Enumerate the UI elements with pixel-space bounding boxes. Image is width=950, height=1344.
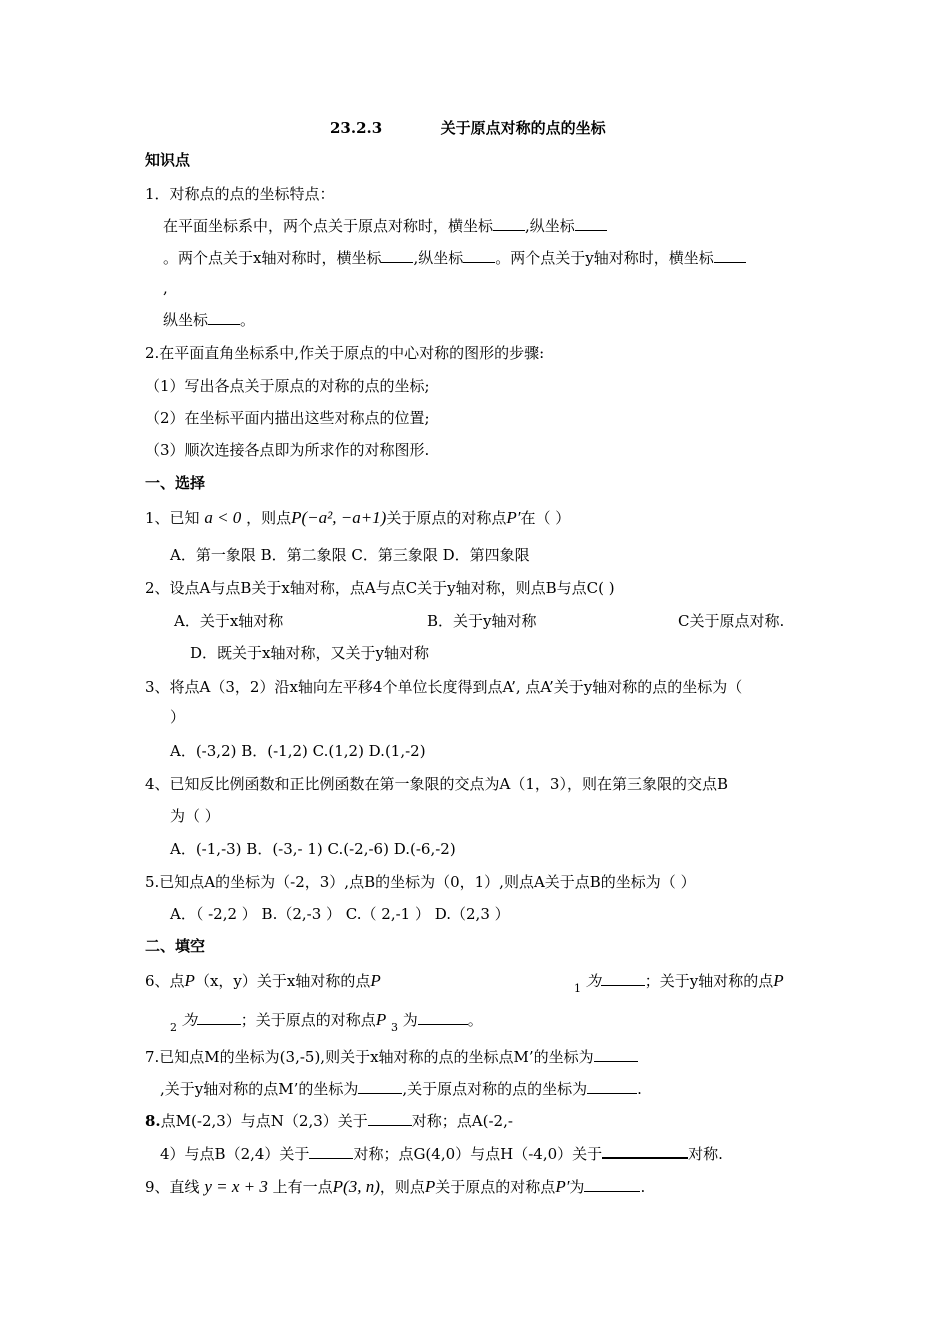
- blank[interactable]: [358, 1079, 402, 1094]
- title-number: 23.2.3: [330, 119, 383, 137]
- choice-heading: 一、选择: [145, 474, 206, 492]
- doc-title: [330, 118, 606, 138]
- knowledge-heading: 知识点: [145, 151, 191, 169]
- blank[interactable]: [714, 248, 746, 263]
- knowledge-p2: 2.在平面直角坐标系中,作关于原点的中心对称的图形的步骤:: [145, 344, 545, 362]
- question-2-option-b: B．关于y轴对称: [427, 612, 537, 630]
- blank[interactable]: [197, 1010, 241, 1025]
- math-line: y = x + 3: [204, 1177, 268, 1196]
- blank[interactable]: [381, 248, 413, 263]
- blank[interactable]: [575, 216, 607, 231]
- question-6-p1: $_1$ 为 ；关于y轴对称的点P: [574, 971, 784, 995]
- question-5-options: A．（ -2,2 ） B.（2,-3 ） C.（ 2,-1 ） D.（2,3 ）: [170, 905, 510, 923]
- question-4-tail: 为（ ）: [170, 807, 220, 825]
- knowledge-step2: （2）在坐标平面内描出这些对称点的位置;: [145, 409, 430, 427]
- knowledge-p1-line1: 在平面坐标系中，两个点关于原点对称时，横坐标 ,纵坐标: [163, 216, 607, 236]
- question-8-line1: 8.点M(-2,3）与点N（2,3）关于 对称；点A(-2,-: [145, 1112, 513, 1130]
- question-6-line1: 6、点P（x，y）关于x轴对称的点P: [145, 971, 381, 990]
- question-2-option-c: C关于原点对称.: [678, 612, 785, 630]
- question-7-line1: 7.已知点M的坐标为(3,-5),则关于x轴对称的点的坐标点M’的坐标为: [145, 1047, 638, 1067]
- knowledge-p1: 1．对称点的点的坐标特点：: [145, 185, 335, 203]
- knowledge-p1-line3: 纵坐标 。: [163, 311, 256, 329]
- blank[interactable]: [594, 1047, 638, 1062]
- knowledge-step1: （1）写出各点关于原点的对称的点的坐标;: [145, 377, 430, 395]
- blank[interactable]: [587, 1079, 637, 1094]
- knowledge-p1-comma: ,: [163, 279, 168, 297]
- fill-heading: 二、填空: [145, 937, 206, 955]
- blank[interactable]: [493, 216, 525, 231]
- math-a-lt-0: a < 0: [204, 508, 242, 527]
- blank[interactable]: [601, 971, 645, 986]
- knowledge-step3: （3）顺次连接各点即为所求作的对称图形.: [145, 441, 430, 459]
- blank[interactable]: [463, 248, 495, 263]
- question-5: 5.已知点A的坐标为（-2，3）,点B的坐标为（0，1）,则点A关于点B的坐标为（ ）: [145, 873, 696, 891]
- question-1-options: A．第一象限 B．第二象限 C．第三象限 D．第四象限: [170, 546, 530, 564]
- knowledge-p1-line2: 。两个点关于x轴对称时，横坐标 ,纵坐标 。两个点关于y轴对称时，横坐标: [163, 248, 746, 268]
- question-3: 3、将点A（3，2）沿x轴向左平移4个单位长度得到点A’, 点A’关于y轴对称的点的坐标为（: [145, 678, 743, 696]
- title-text: 关于原点对称的点的坐标: [440, 119, 606, 137]
- question-2-option-a: A．关于x轴对称: [174, 612, 284, 630]
- blank[interactable]: [602, 1143, 688, 1159]
- question-9: 9、直线 y = x + 3 上有一点P(3, n)，则点P关于原点的对称点P′为 .: [145, 1177, 646, 1196]
- question-3-close: ）: [170, 708, 186, 726]
- question-2: 2、设点A与点B关于x轴对称，点A与点C关于y轴对称，则点B与点C( ): [145, 579, 615, 597]
- question-1: 1、已知 a < 0 ，则点P(−a², −a+1)关于原点的对称点P′在（ ）: [145, 508, 571, 527]
- blank[interactable]: [418, 1010, 468, 1025]
- question-4-options: A．(-1,-3) B．(-3,- 1) C.(-2,-6) D.(-6,-2): [170, 840, 456, 858]
- blank[interactable]: [584, 1177, 640, 1192]
- question-8-line2: 4）与点B（2,4）关于 对称；点G(4,0）与点H（-4,0）关于 对称.: [160, 1145, 723, 1163]
- blank[interactable]: [309, 1144, 353, 1159]
- blank[interactable]: [208, 310, 240, 325]
- blank[interactable]: [368, 1111, 412, 1126]
- question-3-options: A．(-3,2) B．(-1,2) C.(1,2) D.(1,-2): [170, 742, 426, 760]
- question-4: 4、已知反比例函数和正比例函数在第一象限的交点为A（1，3），则在第三象限的交点B: [145, 775, 728, 793]
- question-2-option-d: D．既关于x轴对称，又关于y轴对称: [190, 644, 429, 662]
- question-6-line2: $_2$ 为 ；关于原点的对称点P $_3$ 为 。: [170, 1010, 483, 1034]
- question-7-line2: ,关于y轴对称的点M’的坐标为 ,关于原点对称的点的坐标为 .: [160, 1080, 642, 1098]
